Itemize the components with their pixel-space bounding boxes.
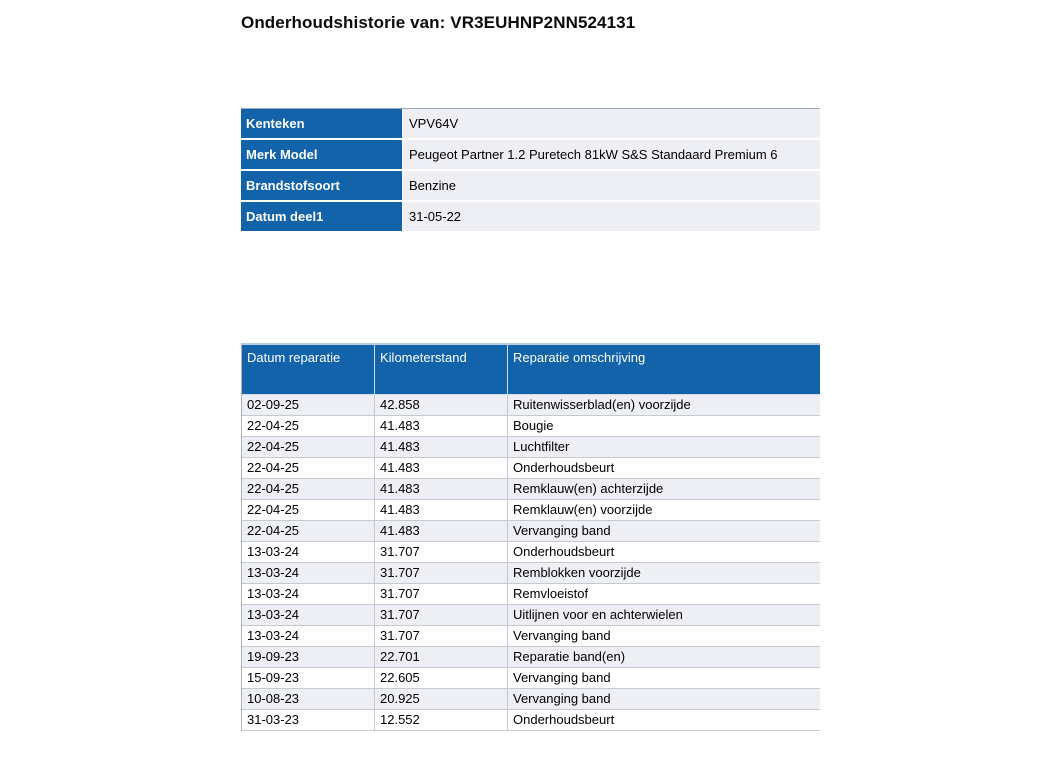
cell-reparatie-omschrijving: Ruitenwisserblad(en) voorzijde [513, 397, 691, 412]
cell-reparatie-omschrijving: Reparatie band(en) [513, 649, 626, 664]
vehicle-info-value: Peugeot Partner 1.2 Puretech 81kW S&S Standaard Premium 6 [403, 140, 820, 169]
table-row [242, 668, 820, 689]
vehicle-info-row [241, 140, 820, 169]
table-row [242, 437, 820, 458]
cell-reparatie-omschrijving: Remklauw(en) achterzijde [513, 481, 664, 496]
page-title: Onderhoudshistorie van: VR3EUHNP2NN524131 [241, 13, 636, 32]
vehicle-info-value: 31-05-22 [403, 202, 820, 231]
vehicle-info-label: Brandstofsoort [241, 171, 403, 200]
vehicle-info-label: Kenteken [241, 109, 403, 138]
column-header-reparatie-omschrijving: Reparatie omschrijving [513, 350, 646, 365]
cell-datum-reparatie: 13-03-24 [242, 626, 375, 646]
cell-kilometerstand: 31.707 [375, 584, 508, 604]
cell-reparatie-omschrijving: Vervanging band [513, 691, 611, 706]
cell-reparatie-omschrijving: Bougie [513, 418, 554, 433]
cell-kilometerstand: 41.483 [375, 437, 508, 457]
cell-reparatie-omschrijving: Vervanging band [513, 670, 611, 685]
cell-reparatie-omschrijving: Remvloeistof [513, 586, 589, 601]
table-row [242, 479, 820, 500]
vehicle-info-value: Benzine [403, 171, 820, 200]
cell-datum-reparatie: 13-03-24 [242, 584, 375, 604]
cell-datum-reparatie: 22-04-25 [242, 500, 375, 520]
cell-kilometerstand: 12.552 [375, 710, 508, 730]
vehicle-info-label: Merk Model [241, 140, 403, 169]
cell-reparatie-omschrijving: Vervanging band [513, 523, 611, 538]
table-row [242, 710, 820, 731]
cell-kilometerstand: 31.707 [375, 605, 508, 625]
cell-kilometerstand: 41.483 [375, 500, 508, 520]
cell-reparatie-omschrijving: Remblokken voorzijde [513, 565, 641, 580]
table-row [242, 689, 820, 710]
maintenance-table [241, 343, 820, 731]
cell-kilometerstand: 20.925 [375, 689, 508, 709]
cell-datum-reparatie: 13-03-24 [242, 605, 375, 625]
cell-datum-reparatie: 31-03-23 [242, 710, 375, 730]
cell-datum-reparatie: 22-04-25 [242, 458, 375, 478]
cell-datum-reparatie: 22-04-25 [242, 437, 375, 457]
table-row [242, 542, 820, 563]
table-row [242, 563, 820, 584]
cell-datum-reparatie: 02-09-25 [242, 395, 375, 415]
vehicle-info-label: Datum deel1 [241, 202, 403, 231]
cell-reparatie-omschrijving: Onderhoudsbeurt [513, 544, 615, 559]
table-row [242, 584, 820, 605]
cell-kilometerstand: 42.858 [375, 395, 508, 415]
vehicle-info-row [241, 109, 820, 138]
vehicle-info-row [241, 202, 820, 231]
cell-kilometerstand: 31.707 [375, 563, 508, 583]
cell-kilometerstand: 31.707 [375, 542, 508, 562]
column-header-datum-reparatie: Datum reparatie [242, 345, 375, 394]
cell-kilometerstand: 41.483 [375, 458, 508, 478]
table-row [242, 458, 820, 479]
cell-kilometerstand: 22.701 [375, 647, 508, 667]
cell-kilometerstand: 41.483 [375, 416, 508, 436]
cell-datum-reparatie: 15-09-23 [242, 668, 375, 688]
cell-reparatie-omschrijving: Onderhoudsbeurt [513, 712, 615, 727]
cell-reparatie-omschrijving: Vervanging band [513, 628, 611, 643]
cell-kilometerstand: 41.483 [375, 479, 508, 499]
maintenance-table-header [242, 345, 820, 395]
table-row [242, 500, 820, 521]
column-header-kilometerstand: Kilometerstand [375, 345, 508, 394]
cell-kilometerstand: 41.483 [375, 521, 508, 541]
cell-datum-reparatie: 22-04-25 [242, 416, 375, 436]
cell-datum-reparatie: 10-08-23 [242, 689, 375, 709]
cell-reparatie-omschrijving: Uitlijnen voor en achterwielen [513, 607, 683, 622]
vehicle-info-row [241, 171, 820, 200]
table-row [242, 647, 820, 668]
maintenance-table-body [242, 395, 820, 731]
cell-datum-reparatie: 19-09-23 [242, 647, 375, 667]
cell-reparatie-omschrijving: Onderhoudsbeurt [513, 460, 615, 475]
cell-datum-reparatie: 22-04-25 [242, 521, 375, 541]
cell-reparatie-omschrijving: Luchtfilter [513, 439, 570, 454]
vehicle-info-table [241, 108, 820, 233]
vehicle-info-value: VPV64V [403, 109, 820, 138]
table-row [242, 605, 820, 626]
cell-datum-reparatie: 13-03-24 [242, 542, 375, 562]
table-row [242, 626, 820, 647]
cell-kilometerstand: 31.707 [375, 626, 508, 646]
cell-datum-reparatie: 13-03-24 [242, 563, 375, 583]
table-row [242, 416, 820, 437]
cell-datum-reparatie: 22-04-25 [242, 479, 375, 499]
cell-kilometerstand: 22.605 [375, 668, 508, 688]
table-row [242, 395, 820, 416]
cell-reparatie-omschrijving: Remklauw(en) voorzijde [513, 502, 653, 517]
table-row [242, 521, 820, 542]
